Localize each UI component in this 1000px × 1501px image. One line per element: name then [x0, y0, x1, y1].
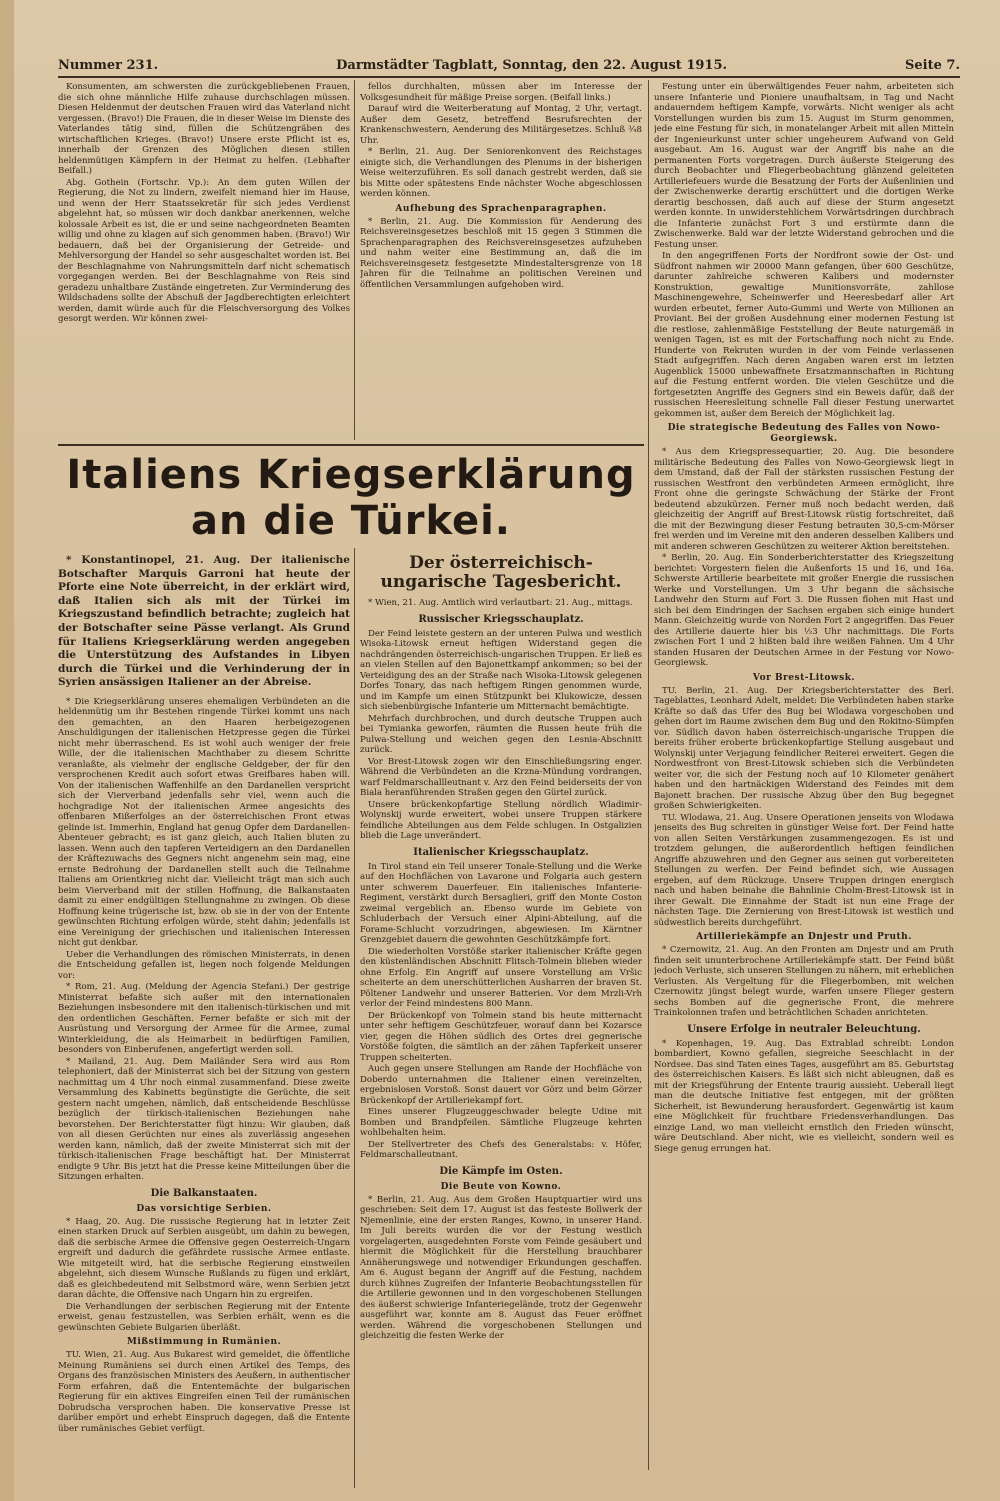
page-edge	[0, 0, 14, 1501]
section-title: Der österreichisch-ungarische Tagesbericht.	[380, 554, 622, 592]
paragraph: Abg. Gothein (Fortschr. Vp.): An dem guten Willen der Regierung, die Not zu lindern, zweifelt niemand hier im Hause, und wenn der Herr Staatssekretär für sich jedes Verdienst abgelehnt hat, so müssen wir doch dankbar anerkennen, welche kolossale Arbeit es ist, die er und seine nachgeordneten Beamten willig und ohne zu klagen auf sich genommen haben. (Bravo!) Wir bedauern, daß bei der Organisierung der Getreide- und Mehlversorgung der Handel so sehr ausgeschaltet worden ist. Bei der Beschlagnahme von Nahrungsmitteln darf nicht schematisch vorgegangen werden. Bei der Beschlagnahme von Reis sind geradezu unhaltbare Zustände eingetreten. Zur Verminderung des Wildschadens sollte der Abschuß der Jagdberechtigten erleichtert werden, damit würde auch für die Fleischversorgung des Volkes gesorgt werden. Wir können zwei-	[58, 177, 350, 324]
page-number: Seite 7.	[905, 58, 960, 73]
paragraph: Eines unserer Flugzeuggeschwader belegte Udine mit Bomben und Brandpfeilen. Sämtliche Flugzeuge kehrten wohlbehalten heim.	[360, 1107, 642, 1138]
paragraph: Auch gegen unsere Stellungen am Rande der Hochfläche von Doberdo unternahmen die Italiener einen vereinzelten, ergebnislosen Vorstoß. Sonst dauert vor Görz und beim Görzer Brückenkopf der Artilleriekampf fort.	[360, 1064, 642, 1106]
paragraph: * Kopenhagen, 19. Aug. Das Extrablad schreibt: London bombardiert, Kowno gefallen, siegreiche Seeschlacht in der Nordsee. Das sind Taten eines Tages, ausgeführt am 85. Geburtstag des österreichischen Kaisers. Es läßt sich nicht ableugnen, daß es mit der Kriegsführung der Entente traurig aussieht. Ueberall liegt man die deutsche Initiative fest entgegen, mit der größten Sicherheit, ist Bewunderung herausfordert. Gegenwärtig ist kaum eine Möglichkeit für fruchtbare Friedensverhandlungen. Das einzige Land, wo man vielleicht ernstlich den Frieden wünscht, wäre Deutschland. Aber nicht, wie es vielleicht, sondern weil es Siege genug errungen hat.	[654, 1038, 954, 1154]
paragraph: Darauf wird die Weiterberatung auf Montag, 2 Uhr, vertagt. Außer dem Gesetz, betreffend Besrufsrechten der Krankenschwestern, Aenderung des Militärgesetzes. Schluß ¾8 Uhr.	[360, 104, 642, 146]
subheading: Unsere Erfolge in neutraler Beleuchtung.	[687, 1023, 921, 1035]
middle-column	[360, 554, 642, 1489]
paragraph: Mehrfach durchbrochen, und durch deutsche Truppen auch bei Tymianka geworfen, räumten die Russen heute früh die Pulwa-Stellung und weichen gegen den Lesnia-Abschnitt zurück.	[360, 713, 642, 755]
paragraph: TU. Berlin, 21. Aug. Der Kriegsberichterstatter des Berl. Tageblattes, Leonhard Adelt, meldet: Die Verbündeten haben starke Kräfte so daß das Ufer des Bug bei Wlodawa vorgeschoben und gehen dort im Raume zwischen dem Bug und den Rokitno-Sümpfen vor. Südlich davon haben österreichisch-ungarische Truppen die bereits früher eroberte brückenkopfartige Stellung ausgebaut und Wolynskij unter Verjagung feindlicher Reiterei erweitert. Gegen die Nordwestfront von Brest-Litowsk schieben sich die Verbündeten weiter vor, die sich der Festung noch auf 10 Kilometer genähert haben und den hartnäckigen Widerstand des Feindes mit dem Bajonett brachen. Der russische Abzug über den Bug begegnet großen Schwierigkeiten.	[654, 685, 954, 811]
paragraph: * Berlin, 21. Aug. Die Kommission für Aenderung des Reichsvereinsgesetzes beschloß mit 15 gegen 3 Stimmen die Sprachenparagraphen des Reichsvereinsgesetzes aufzuheben und nahm weiter eine Bestimmung an, daß die im Reichsvereinsgesetz festgesetzte Mindestaltersgrenze von 18 Jahren für die Teilnahme an politischen Vereinen und öffentlichen Versammlungen aufgehoben wird.	[360, 216, 642, 290]
left-column	[58, 554, 350, 1489]
paragraph: Der Feind leistete gestern an der unteren Pulwa und westlich Wisoka-Litowsk erneut heftigen Widerstand gegen die nachdrängenden österreichisch-ungarischen Truppen. Er ließ es an vielen Stellen auf den Bajonettkampf ankommen; so bei der Verteidigung des an der Straße nach Wisoka-Litowsk gelegenen Dorfes Tonary, das nach heftigem Ringen genommen wurde, und im Kampfe um einen Stützpunkt bei Klukowicze, dessen sich siebenbürgische Infanterie um Mitternacht bemächtigte.	[360, 628, 642, 712]
paragraph: Die Verhandlungen der serbischen Regierung mit der Entente erweist, genau festzustellen, was Serbien erhält, wenn es die gewünschten Gebiete Bulgarien überläßt.	[58, 1301, 350, 1333]
paragraph: * Berlin, 21. Aug. Aus dem Großen Hauptquartier wird uns geschrieben: Seit dem 17. August ist das festeste Bollwerk der Njemenlinie, eine der ersten Ranges, Kowno, in unserer Hand. Im Juli bereits wurden die vor der Festung westlich vorgelagerten, ausgedehnten Forste vom Feinde gesäubert und hiermit die Möglichkeit für die Herstellung brauchbarer Annäherungswege und notwendiger Erkundungen geschaffen. Am 6. August begann der Angriff auf die Festung, nachdem durch kühnes Zugreifen der Infanterie Beobachtungsstellen für die Artillerie gewonnen und in den vorgeschobenen Stellungen des äußerst schwierige Infanteriegelände, trotz der Gegenwehr ausgeführt war, konnte am 8. August das Feuer eröffnet werden. Während die vorgeschobenen Stellungen und gleichzeitig die festen Werke der	[360, 1194, 642, 1341]
paragraph: In Tirol stand ein Teil unserer Tonale-Stellung und die Werke auf den Hochflächen von Lavarone und Folgaria auch gestern unter schwerem Dauerfeuer. Ein italienisches Infanterie-Regiment, verstärkt durch Bersaglieri, griff den Monte Coston zweimal vergeblich an. Ebenso wurde im Gebiete von Schluderbach der Versuch einer Alpini-Abteilung, auf die Forame-Schlucht vorzudringen, abgewiesen. Im Kärntner Grenzgebiet dauern die gewohnten Geschützkämpfe fort.	[360, 861, 642, 945]
paragraph: * Berlin, 20. Aug. Ein Sonderberichterstatter des Kriegszeitung berichtet: Vorgestern fielen die Außenforts 15 und 16, und 16a. Schwerste Artillerie bearbeitete mit großer Energie die russischen Werke und Vorstellungen. Um 3 Uhr begann die sächsische Landwehr den Sturm auf Fort 3. Die Russen flohen mit Hast und sich bei dem Eindringen der Sachsen ergaben sich einige hundert Mann. Gleichzeitig wurde von Norden Fort 2 angegriffen. Das Feuer des Artillerie dauerte hier bis ½3 Uhr nachmittags. Die Forts zwischen Fort 1 und 2 hißten bald ihre weißen Fahnen. Um 4 Uhr standen Husaren der Deutschen Armee in der Festung vor Nowo-Georgiewsk.	[654, 553, 954, 668]
masthead: Darmstädter Tagblatt, Sonntag, den 22. August 1915.	[336, 58, 728, 73]
subheading: Russischer Kriegsschauplatz.	[418, 613, 584, 625]
column-rule	[354, 80, 355, 440]
column-rule	[354, 548, 355, 1488]
subheading: Die Beute von Kowno.	[440, 1181, 562, 1192]
paragraph: * Mailand, 21. Aug. Dem Mailänder Sera wird aus Rom telephoniert, daß der Ministerrat sich bei der Sitzung von gestern nachmittag um 4 Uhr noch einmal zusammenfand. Diese zweite Versammlung des Kabinetts begünstigte die Gerüchte, die seit gestern nacht umgehen, nämlich, daß entscheidende Beschlüsse bezüglich der türkisch-italienischen Beziehungen nahe bevorstehen. Der Berichterstatter fügt hinzu: Wir glauben, daß von all diesen Gerüchten nur eines als zuverlässig angesehen werden kann, nämlich, daß der zweite Ministerrat sich mit der türkisch-italienischen Frage beschäftigt hat. Der Ministerrat endigte 9 Uhr. Bis jetzt hat die Presse keine Mitteilungen über die Sitzungen erhalten.	[58, 1056, 350, 1183]
subheading: Artilleriekämpfe an Dnjestr und Pruth.	[696, 932, 912, 942]
paragraph: * Die Kriegserklärung unseres ehemaligen Verbündeten an die heldenmütig um ihr Bestehen ringende Türkei kommt uns nach den gemachten, an den Haaren herbeigezogenen Anschuldigungen der italienischen Hetzpresse gegen die Türkei nicht mehr überraschend. Es ist wohl auch weniger der freie Wille, der die italienischen Machthaber zu diesem Schritte veranlaßte, als vielmehr der englische Geldgeber, der für den versprochenen Kredit auch sofort etwas Greifbares haben will. Von der italienischen Waffenhilfe an den Dardanellen verspricht sich der Vierverband jedenfalls sehr viel, wenn auch die hochgradige Not der italienischen Armee angesichts des offenbaren Mißerfolges an der österreichischen Front etwas gelinde ist. Immerhin, England hat genug Opfer dem Dardanellen-Abenteuer gebracht; es ist ganz gleich, auch Italien bluten zu lassen. Wenn auch den tapferen Verteidigern an den Dardanellen der Kräftezuwachs des Gegners nicht angenehm sein mag, eine ernste Bedrohung der Dardanellen stellt auch die Teilnahme Italiens am Orientkrieg nicht dar. Vielleicht trägt man sich auch beim Vierverband mit der stillen Hoffnung, die Balkanstaaten damit zu einer endgültigen Stellungnahme zu zwingen. Ob diese Hoffnung keine trügerische ist, bzw. ob sie in der von der Entente gewünschten Richtung erfolgen würde, steht dahin; jedenfalls ist eine Vereinigung der griechischen und italienischen Interessen nicht gut denkbar.	[58, 696, 350, 949]
issue-number: Nummer 231.	[58, 58, 159, 73]
right-column	[654, 82, 954, 1489]
top-middle-column	[360, 82, 642, 440]
paragraph: * Berlin, 21. Aug. Der Seniorenkonvent des Reichstages einigte sich, die Verhandlungen des Plenums in der bisherigen Weise weiterzuführen. Es soll danach gestrebt werden, daß sie bis Mitte oder spätestens Ende nächster Woche abgeschlossen werden können.	[360, 147, 642, 199]
paragraph: Der Brückenkopf von Tolmein stand bis heute mitternacht unter sehr heftigem Geschützfeuer, worauf dann bei Kozarsce vier, gegen die Höhen südlich des Ortes drei gegnerische Vorstöße folgten, die sämtlich an der zähen Tapferkeit unserer Truppen scheiterten.	[360, 1010, 642, 1063]
subheading: Italienischer Kriegsschauplatz.	[413, 846, 589, 858]
lead-paragraph: * Konstantinopel, 21. Aug. Der italienische Botschafter Marquis Garroni hat heute der Pforte eine Note überreicht, in der erklärt wird, daß Italien sich als mit der Türkei im Kriegszustand befindlich betrachte; zugleich hat der Botschafter seine Pässe verlangt. Als Grund für Italiens Kriegserklärung werden angegeben die Unterstützung des Aufstandes in Libyen durch die Türkei und die Verhinderung der in Syrien ansässigen Italiener an der Abreise.	[58, 554, 350, 689]
column-rule	[648, 80, 649, 1470]
subheading: Vor Brest-Litowsk.	[752, 672, 856, 683]
paragraph: Vor Brest-Litowsk zogen wir den Einschließungsring enger. Während die Verbündeten an die Krzna-Mündung vordrangen, warf Feldmarschallleutnant v. Arz den Feind beiderseits der von Biala heranführenden Straßen gegen den Gürtel zurück.	[360, 756, 642, 798]
subheading: Aufhebung des Sprachenparagraphen.	[395, 203, 607, 214]
subheading: Das vorsichtige Serbien.	[136, 1203, 272, 1214]
subheading: Die Balkanstaaten.	[150, 1187, 258, 1199]
paragraph: Konsumenten, am schwersten die zurückgebliebenen Frauen, die sich ohne männliche Hilfe zuhause durchschlagen müssen. Diesen Heldenmut der deutschen Frauen wird das Vaterland nicht vergessen. (Bravo!) Die Frauen, die in dieser Weise im Dienste des Vaterlandes tätig sind, füllen die Schützengräben des wirtschaftlichen Krieges. (Bravo!) Unsere erste Pflicht ist es, innerhalb der Grenzen des Möglichen diesen stillen heldenmütigen Kämpfern in der Heimat zu helfen. (Lebhafter Beifall.)	[58, 82, 350, 176]
paragraph: Unsere brückenkopfartige Stellung nördlich Wladimir-Wolynskij wurde erweitert, wobei unsere Truppen stärkere feindliche Abteilungen aus dem Felde schlugen. In Ostgalizien blieb die Lage unverändert.	[360, 799, 642, 841]
paragraph: Der Stellvertreter des Chefs des Generalstabs: v. Höfer, Feldmarschalleutnant.	[360, 1139, 642, 1160]
intro-paragraph: * Wien, 21. Aug. Amtlich wird verlautbart: 21. Aug., mittags.	[368, 598, 633, 608]
header-rule	[58, 76, 960, 78]
section-rule	[58, 444, 644, 446]
headline-text: Italiens Kriegserklärung an die Türkei.	[66, 452, 636, 544]
paragraph: fellos durchhalten, müssen aber im Interesse der Volksgesundheit für mäßige Preise sorgen. (Beifall links.)	[360, 82, 642, 103]
paragraph: In den angegriffenen Forts der Nordfront sowie der Ost- und Südfront nahmen wir 20000 Mann gefangen, über 600 Geschütze, darunter zahlreiche schweren Kalibers und modernster Konstruktion, gewaltige Munitionsvorräte, zahllose Maschinengewehre, Scheinwerfer und Heeresbedarf aller Art wurden erbeutet, ferner Auto-Gummi und Werte von Millionen an Proviant. Bei der großen Ausdehnung einer modernen Festung ist die restlose, zahlenmäßige Feststellung der Beute naturgemäß in wenigen Tagen, ist es mit der Fortschaffung noch nicht zu Ende. Hunderte von Rekruten wurden in der vom Feinde verlassenen Stadt aufgegriffen. Nach deren Angaben waren erst im letzten Augenblick 15000 unbewaffnete Ersatzmannschaften in Richtung auf die Festung entfernt worden. Die vielen Geschütze und die fortgesetzten Angriffe des Gegners sind ein Beweis dafür, daß der russischen Heeresleitung schnelle Fall dieser Festung unerwartet gekommen ist, außer dem Bereich der Möglichkeit lag.	[654, 251, 954, 419]
paragraph: * Rom, 21. Aug. (Meldung der Agencia Stefani.) Der gestrige Ministerrat befaßte sich außer mit den internationalen Beziehungen insbesondere mit den italienisch-türkischen und mit den ordentlichen Geschäften. Ferner befaßte er sich mit der Ausrüstung und Versorgung der Armee für die Armee, zumal Winterkleidung, die als Heimarbeit in bedürftigen Familien, besonders von Einberufenen, angefertigt werden soll.	[58, 982, 350, 1056]
paragraph: TU. Wlodawa, 21. Aug. Unsere Operationen jenseits von Wlodawa jenseits des Bug schreiten in günstiger Weise fort. Der Feind hatte von allen Seiten Verstärkungen zusammengezogen. Es ist und trotzdem gelungen, die außerordentlich heftigen feindlichen Angriffe abzuwehren und den Gegner aus seinen gut vorbereiteten Stellungen zu werfen. Der Feind befindet sich, wie Aussagen ergeben, auf dem Rückzuge. Unsere Truppen dringen energisch nach und haben beinahe die Bahnlinie Cholm-Brest-Litowsk ist in ihrer Gewalt. Die Einnahme der Stadt ist nun eine Frage der nächsten Tage. Die Zernierung von Brest-Litowsk ist westlich und südwestlich bereits durchgeführt.	[654, 812, 954, 928]
paragraph: * Aus dem Kriegspressequartier, 20. Aug. Die besondere militärische Bedeutung des Falles von Nowo-Georgiewsk liegt in dem Umstand, daß der Fall der stärksten russischen Festung der russischen Westfront den verbündeten Armeen ermöglicht, ihre Front ohne die geringste Schwächung der Stärke der Front bedeutend abzukürzen. Ferner muß noch bedacht werden, daß gleichzeitig der Angriff auf Brest-Litowsk rüstig fortschreitet, daß die mit der Bezwingung dieser Festung betrauten 30,5-cm-Mörser frei werden und im Vereine mit den anderen desselben Kalibers und mit anderen schweren Geschützen zu weiterer Aktion bereitstehen.	[654, 447, 954, 552]
subheading: Die strategische Bedeutung des Falles von Nowo-Georgiewsk.	[667, 423, 941, 444]
paragraph: Ueber die Verhandlungen des römischen Ministerrats, in denen die Entscheidung gefallen ist, liegen noch folgende Meldungen vor:	[58, 949, 350, 981]
paragraph: Die wiederholten Vorstöße starker italienischer Kräfte gegen den küstenländischen Abschnitt Flitsch-Tolmein blieben wieder ohne Erfolg. Ein Angriff auf unsere Vorstellung am Vršic scheiterte an dem unerschütterlichen Ausharren der braven St. Pöltener Landwehr und unserer Batterien. Vor dem Mrzli-Vrh verlor der Feind mindestens 800 Mann.	[360, 946, 642, 1009]
subheading: Die Kämpfe im Osten.	[439, 1165, 563, 1177]
paragraph: * Haag, 20. Aug. Die russische Regierung hat in letzter Zeit einen starken Druck auf Serbien ausgeübt, um dahin zu bewegen, daß die serbische Armee die Offensive gegen Oesterreich-Ungarn ergreift und dadurch die gefährdete russische Armee entlaste. Wie mitgeteilt wird, hat die serbische Regierung einstweilen abgelehnt, sich diesem Wunsche Rußlands zu fügen und erklärt, daß es gleichbedeutend mit Selbstmord wäre, wenn Serbien jetzt daran dächte, die Offensive nach Ungarn hin zu ergreifen.	[58, 1216, 350, 1301]
top-left-column	[58, 82, 350, 442]
page-header	[58, 58, 960, 76]
paragraph: TU. Wien, 21. Aug. Aus Bukarest wird gemeldet, die öffentliche Meinung Rumäniens sei durch einen Artikel des Temps, des Organs des französischen Ministers des Aeußern, in authentischer Form erfahren, daß die Ententemächte der bulgarischen Regierung für ein aktives Eingreifen einen Teil der rumänischen Dobrudscha versprochen haben. Die konservative Presse ist darüber empört und erhebt Einspruch dagegen, daß die Entente über rumänisches Gebiet verfügt.	[58, 1350, 350, 1434]
main-headline	[58, 452, 644, 544]
subheading: Mißstimmung in Rumänien.	[126, 1337, 282, 1348]
paragraph: * Czernowitz, 21. Aug. An den Fronten am Dnjestr und am Pruth finden seit ununterbrochene Artilleriekämpfe statt. Der Feind büßt jedoch Verluste, sich unseren Stellungen zu nähern, mit erheblichen Verlusten. Als Vergeltung für die Fliegerbomben, mit welchen Czernowitz jüngst belegt wurde, warfen unsere Flieger gestern sechs Bomben auf die gegnerische Front, die mehrere Trainkolonnen trafen und beträchtlichen Schaden anrichteten.	[654, 945, 954, 1018]
paragraph: Festung unter ein überwältigendes Feuer nahm, arbeiteten sich unsere Infanterie und Pioniere unaufhaltsam, in Tag und Nacht andauerndem heftigem Kampfe, vorwärts. Nicht weniger als acht Vorstellungen wurden bis zum 15. August im Sturm genommen, jede eine Festung für sich, in monatelanger Arbeit mit allen Mitteln der Ingenieurkunst unter schier ungeheurem Aufwand von Geld ausgebaut. Am 16. August war der Angriff bis nahe an die permanenten Forts vorgetragen. Durch äußerste Steigerung des durch Beobachter und Fliegerbeobachtung glänzend geleiteten Artilleriefeuers wurde die Besatzung der Forts der Außenlinien und der Zwischenwerke derartig erschüttert und die dortigen Werke derartig beschossen, daß auch auf diese der Sturm angesetzt werden konnte. In unwiderstehlichem Vorwärtsdringen durchbrach die Infanterie zunächst Fort 3 und erstürmte dann die Zwischenwerke. Bald war der letzte Widerstand gebrochen und die Festung unser.	[654, 82, 954, 250]
